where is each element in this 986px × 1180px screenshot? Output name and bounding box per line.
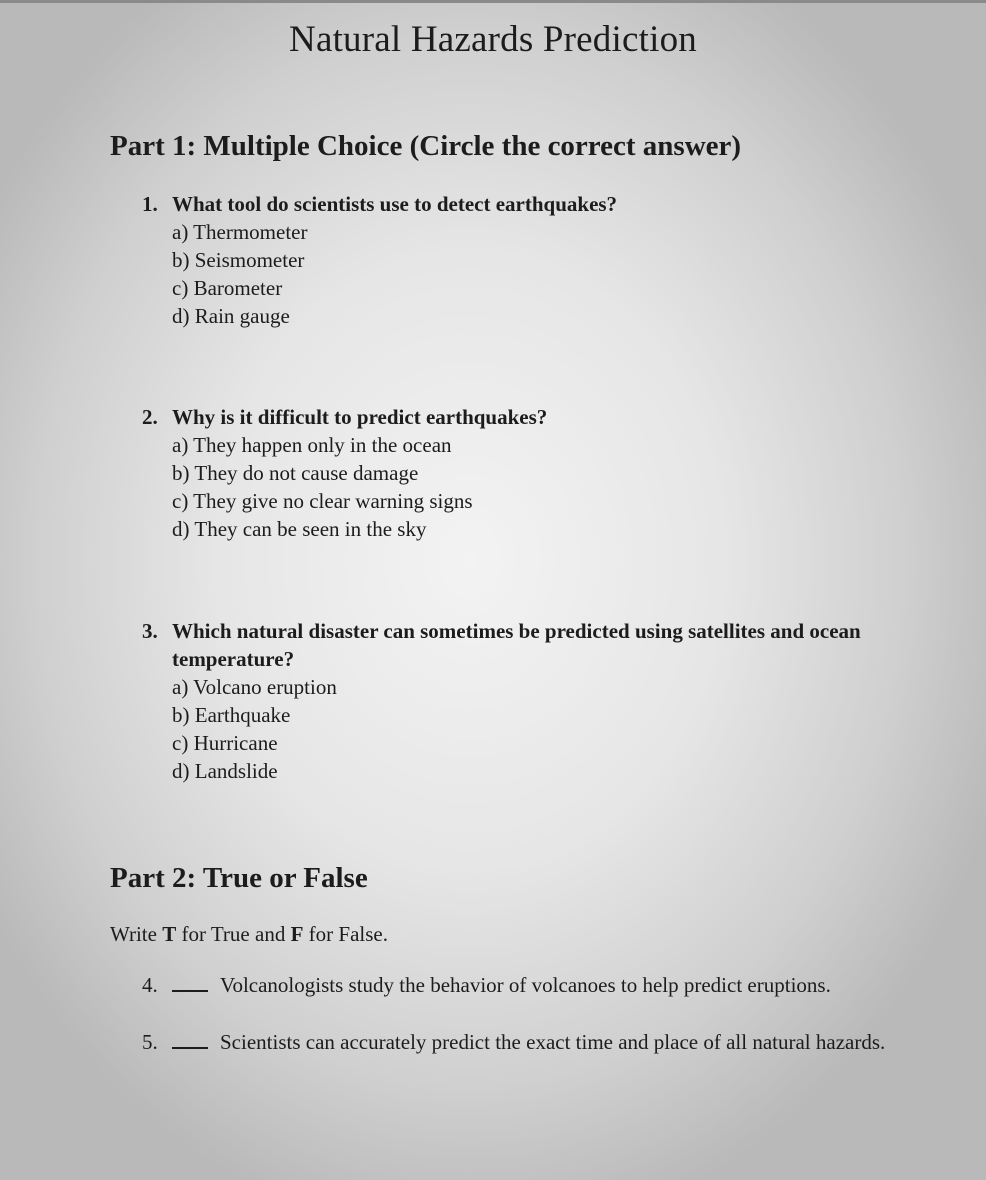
instructions-prefix: Write [110, 922, 163, 946]
question-stem [142, 617, 890, 673]
question-number: 2. [142, 405, 158, 429]
instructions-middle: for True and [176, 922, 291, 946]
instructions-suffix: for False. [303, 922, 388, 946]
answer-option-d[interactable]: d) They can be seen in the sky [172, 517, 427, 541]
answer-option-b[interactable]: b) They do not cause damage [172, 461, 419, 485]
page-edge-line [0, 0, 986, 3]
statement-number: 5. [142, 1030, 158, 1054]
question-1 [142, 190, 890, 330]
answer-option-c[interactable]: c) Barometer [172, 276, 283, 300]
part2-instructions [110, 922, 388, 947]
question-2 [142, 403, 890, 543]
answer-option-a[interactable]: a) They happen only in the ocean [172, 433, 452, 457]
question-number: 1. [142, 192, 158, 216]
answer-blank[interactable] [172, 976, 208, 992]
question-text: Why is it difficult to predict earthquakes? [172, 405, 548, 429]
statement-text: Volcanologists study the behavior of volcanoes to help predict eruptions. [220, 973, 831, 997]
answer-option-a[interactable]: a) Volcano eruption [172, 675, 337, 699]
question-text: What tool do scientists use to detect earthquakes? [172, 192, 618, 216]
answer-option-b[interactable]: b) Seismometer [172, 248, 305, 272]
answer-option-c[interactable]: c) They give no clear warning signs [172, 489, 473, 513]
worksheet-title: Natural Hazards Prediction [289, 19, 697, 60]
question-3 [142, 617, 890, 785]
answer-option-a[interactable]: a) Thermometer [172, 220, 308, 244]
question-stem [142, 403, 890, 431]
true-letter: T [162, 922, 177, 946]
statement-number: 4. [142, 973, 158, 997]
question-stem [142, 190, 890, 218]
answer-blank[interactable] [172, 1033, 208, 1049]
part2-heading: Part 2: True or False [110, 862, 368, 894]
part1-heading: Part 1: Multiple Choice (Circle the correct answer) [110, 130, 742, 162]
false-letter: F [290, 922, 304, 946]
question-text: Which natural disaster can sometimes be predicted using satellites and ocean temperature? [172, 619, 861, 671]
true-false-item-4 [142, 970, 888, 1000]
answer-option-d[interactable]: d) Landslide [172, 759, 278, 783]
answer-option-b[interactable]: b) Earthquake [172, 703, 291, 727]
question-number: 3. [142, 619, 158, 643]
true-false-item-5 [142, 1027, 888, 1057]
answer-option-c[interactable]: c) Hurricane [172, 731, 278, 755]
statement-text: Scientists can accurately predict the exact time and place of all natural hazards. [220, 1030, 886, 1054]
answer-option-d[interactable]: d) Rain gauge [172, 304, 290, 328]
